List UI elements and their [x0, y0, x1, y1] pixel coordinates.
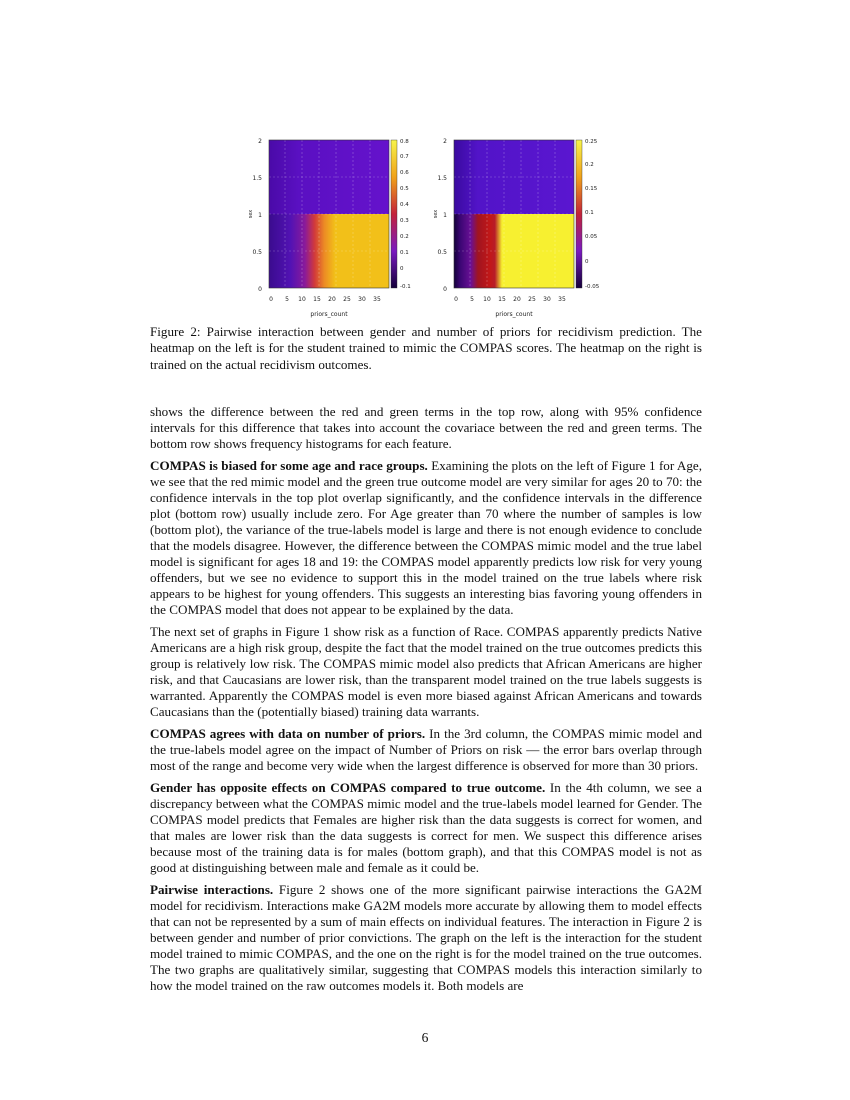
right-cbar-tick-0: 0.25 [585, 139, 598, 145]
left-x-tick-3: 15 [313, 296, 321, 303]
left-colorbar [391, 140, 397, 288]
paragraph-text: In the 4th column, we see a discrepancy between what the COMPAS mimic model and the true-labels model learned for Gender. The COMPAS model predicts that Females are higher risk than the data suggests is correct for women, and that males are lower risk than the data suggests is correct for men. We suspect this difference arises because most of the training data is for males (bottom graph), and that this COMPAS model is not as good at distinguishing between male and female as it could be. [150, 780, 702, 875]
right-x-axis-label: priors_count [495, 311, 533, 318]
left-cbar-tick-3: 0.5 [400, 186, 409, 192]
left-cbar-tick-5: 0.3 [400, 218, 409, 224]
figure-caption: Figure 2: Pairwise interaction between gender and number of priors for recidivism prediction. The heatmap on the left is for the student trained to mimic the COMPAS scores. The heatmap on the right is trained on the actual recidivism outcomes. [150, 324, 702, 372]
left-cbar-tick-2: 0.6 [400, 170, 409, 176]
paragraph [150, 726, 702, 774]
paragraph-text: The next set of graphs in Figure 1 show risk as a function of Race. COMPAS apparently predicts Native Americans are a high risk group, despite the fact that the model trained on the true outcomes predicts this group is relatively low risk. The COMPAS mimic model also predicts that African Americans are higher risk, and that Caucasians are lower risk, than the transparent model trained on the true labels suggests is warranted. Apparently the COMPAS model is even more biased against African Americans and towards Caucasians than the (potentially biased) training data warrants. [150, 624, 702, 719]
paragraph [150, 458, 702, 618]
left-y-tick-4: 0 [258, 286, 262, 293]
left-cbar-tick-8: 0 [400, 266, 404, 272]
left-y-tick-3: 0.5 [252, 249, 262, 256]
right-x-tick-7: 35 [558, 296, 566, 303]
right-y-tick-0: 2 [443, 138, 447, 145]
paragraph-lead: COMPAS is biased for some age and race groups. [150, 458, 428, 473]
left-y-tick-2: 1 [258, 212, 262, 219]
paragraph-text: Figure 2 shows one of the more significant pairwise interactions the GA2M model for recidivism. Interactions make GA2M models more accurate by allowing them to model effects that can not be represented by a sum of main effects on individual features. The interaction in Figure 2 is between gender and number of prior convictions. The graph on the left is the interaction for the student model trained to mimic COMPAS, and the one on the right is for the model trained on the true outcomes. The two graphs are qualitatively similar, suggesting that COMPAS models this interaction similarly to how the model trained on the raw outcomes models it. Both models are [150, 882, 703, 993]
left-cbar-tick-7: 0.1 [400, 250, 409, 256]
left-x-tick-6: 30 [358, 296, 366, 303]
left-x-tick-5: 25 [343, 296, 351, 303]
left-x-tick-7: 35 [373, 296, 381, 303]
right-x-tick-6: 30 [543, 296, 551, 303]
left-x-axis-label: priors_count [310, 311, 348, 318]
right-x-tick-5: 25 [528, 296, 536, 303]
right-x-tick-4: 20 [513, 296, 521, 303]
paragraph-lead: Gender has opposite effects on COMPAS compared to true outcome. [150, 780, 546, 795]
right-cbar-tick-6: -0.05 [585, 284, 600, 290]
body-text [150, 404, 702, 1000]
right-y-axis-label: sex [433, 209, 439, 219]
right-x-tick-0: 0 [454, 296, 458, 303]
figure-2 [240, 128, 620, 324]
paragraph-lead: Pairwise interactions. [150, 882, 274, 897]
paragraph [150, 882, 702, 994]
right-x-tick-1: 5 [470, 296, 474, 303]
paragraph [150, 780, 702, 876]
right-cbar-tick-2: 0.15 [585, 186, 598, 192]
paragraph [150, 624, 702, 720]
left-x-tick-4: 20 [328, 296, 336, 303]
left-cbar-tick-6: 0.2 [400, 234, 409, 240]
paragraph [150, 404, 702, 452]
right-y-tick-4: 0 [443, 286, 447, 293]
right-cbar-tick-3: 0.1 [585, 210, 594, 216]
left-x-tick-1: 5 [285, 296, 289, 303]
right-cbar-tick-1: 0.2 [585, 162, 594, 168]
right-x-tick-3: 15 [498, 296, 506, 303]
left-y-tick-0: 2 [258, 138, 262, 145]
right-x-tick-2: 10 [483, 296, 491, 303]
left-x-tick-0: 0 [269, 296, 273, 303]
left-x-tick-2: 10 [298, 296, 306, 303]
right-cbar-tick-5: 0 [585, 259, 589, 265]
right-colorbar [576, 140, 582, 288]
left-cbar-tick-9: -0.1 [400, 284, 411, 290]
paragraph-text: shows the difference between the red and green terms in the top row, along with 95% confidence intervals for this difference that takes into account the covariace between the red and green terms. The bottom row shows frequency histograms for each feature. [150, 404, 702, 451]
paragraph-text: In the 3rd column, the COMPAS mimic model and the true-labels model agree on the impact of Number of Priors on risk — the error bars overlap through most of the range and become very wide when the largest difference is observed for more than 30 priors. [150, 726, 703, 773]
right-y-tick-1: 1.5 [437, 175, 447, 182]
left-y-axis-label: sex [248, 209, 254, 219]
page-number: 6 [421, 1030, 429, 1045]
figure-2-heatmaps [240, 128, 620, 324]
right-cbar-tick-4: 0.05 [585, 234, 598, 240]
left-cbar-tick-1: 0.7 [400, 154, 409, 160]
left-cbar-tick-4: 0.4 [400, 202, 409, 208]
right-heatmap [433, 138, 600, 318]
paragraph-lead: COMPAS agrees with data on number of priors. [150, 726, 426, 741]
left-y-tick-1: 1.5 [252, 175, 262, 182]
right-y-tick-3: 0.5 [437, 249, 447, 256]
paragraph-text: Examining the plots on the left of Figure 1 for Age, we see that the red mimic model and the green true outcome model are very similar for ages 20 to 70: the confidence intervals in the top plot overlap significantly, and the confidence intervals in the difference plot (bottom row) usually include zero. For Age greater than 70 where the number of samples is low (bottom plot), the variance of the true-labels model is large and there is not enough evidence to conclude that the models disagree. However, the difference between the COMPAS mimic model and the true label model is significant for ages 18 and 19: the COMPAS model apparently predicts low risk for very young offenders, but we see no evidence to support this in the model trained on the true labels where risk appears to be highest for young offenders. This suggests an interesting bias favoring young offenders in the COMPAS model that does not appear to be explained by the data. [150, 458, 702, 617]
left-cbar-tick-0: 0.8 [400, 139, 409, 145]
left-heatmap [248, 138, 411, 318]
right-y-tick-2: 1 [443, 212, 447, 219]
